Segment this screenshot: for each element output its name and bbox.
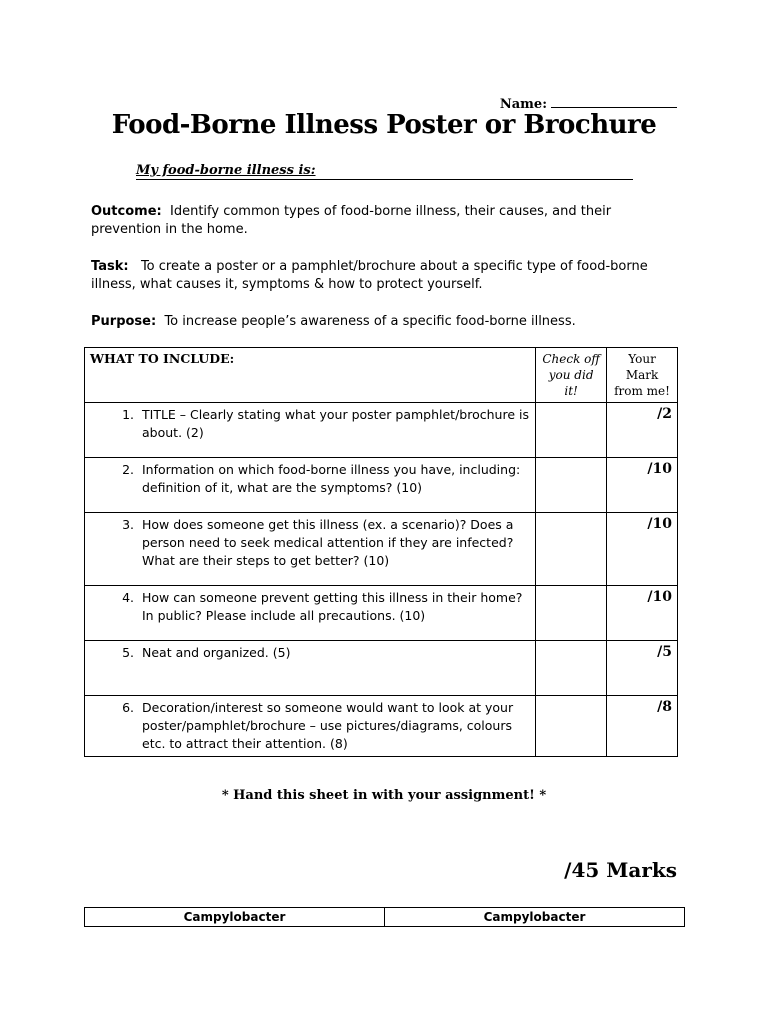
total-marks: /45 Marks	[564, 858, 677, 882]
rubric-header-row	[85, 348, 678, 403]
purpose-text: To increase people’s awareness of a specific food-borne illness.	[164, 314, 576, 329]
check-cell[interactable]	[536, 403, 607, 458]
name-label: Name:	[499, 97, 547, 112]
illness-label: My food-borne illness is:	[136, 163, 316, 178]
col-mark-header: Your Mark from me!	[607, 348, 678, 403]
purpose-paragraph	[91, 313, 681, 331]
mark-cell: /5	[607, 641, 678, 696]
table-row	[85, 641, 678, 696]
table-row	[85, 586, 678, 641]
mark-cell: /10	[607, 458, 678, 513]
bottom-left-cell: Campylobacter	[85, 908, 385, 927]
item-text: TITLE – Clearly stating what your poster pamphlet/brochure is about. (2)	[142, 407, 529, 440]
mark-cell: /10	[607, 586, 678, 641]
illness-field[interactable]	[136, 163, 633, 180]
bottom-right-cell: Campylobacter	[385, 908, 685, 927]
item-text: Neat and organized. (5)	[142, 645, 291, 660]
item-number: 4.	[122, 590, 134, 605]
item-text: Decoration/interest so someone would want to look at your poster/pamphlet/brochure – use pictures/diagrams, colours etc. to attract their attention. (8)	[142, 700, 514, 751]
item-text: Information on which food-borne illness you have, including: definition of it, what are the symptoms? (10)	[142, 462, 521, 495]
outcome-paragraph	[91, 203, 681, 239]
task-text: To create a poster or a pamphlet/brochure about a specific type of food-borne illness, what causes it, symptoms & how to protect yourself.	[91, 259, 648, 292]
item-number: 1.	[122, 407, 134, 422]
item-number: 2.	[122, 462, 134, 477]
table-row	[85, 513, 678, 586]
check-cell[interactable]	[536, 458, 607, 513]
mark-cell: /10	[607, 513, 678, 586]
task-label: Task:	[91, 259, 129, 274]
mark-cell: /8	[607, 696, 678, 757]
item-text: How does someone get this illness (ex. a scenario)? Does a person need to seek medical attention if they are infected? What are their steps to get better? (10)	[142, 517, 514, 568]
check-cell[interactable]	[536, 513, 607, 586]
col-include-header: WHAT TO INCLUDE:	[85, 348, 536, 403]
hand-in-note: * Hand this sheet in with your assignment! *	[221, 788, 547, 803]
purpose-label: Purpose:	[91, 314, 157, 329]
check-cell[interactable]	[536, 641, 607, 696]
outcome-label: Outcome:	[91, 204, 162, 219]
page-title: Food-Borne Illness Poster or Brochure	[111, 110, 657, 140]
name-blank-line[interactable]	[551, 94, 677, 108]
table-row	[85, 403, 678, 458]
check-cell[interactable]	[536, 696, 607, 757]
rubric-table	[84, 347, 678, 757]
bottom-table	[84, 907, 685, 927]
table-row	[85, 908, 685, 927]
item-number: 3.	[122, 517, 134, 532]
check-cell[interactable]	[536, 586, 607, 641]
outcome-text: Identify common types of food-borne illness, their causes, and their prevention in the home.	[91, 204, 612, 237]
col-check-header: Check off you did it!	[536, 348, 607, 403]
item-number: 5.	[122, 645, 134, 660]
mark-cell: /2	[607, 403, 678, 458]
task-paragraph	[91, 258, 681, 294]
item-number: 6.	[122, 700, 134, 715]
table-row	[85, 458, 678, 513]
item-text: How can someone prevent getting this illness in their home? In public? Please include all precautions. (10)	[142, 590, 523, 623]
table-row	[85, 696, 678, 757]
